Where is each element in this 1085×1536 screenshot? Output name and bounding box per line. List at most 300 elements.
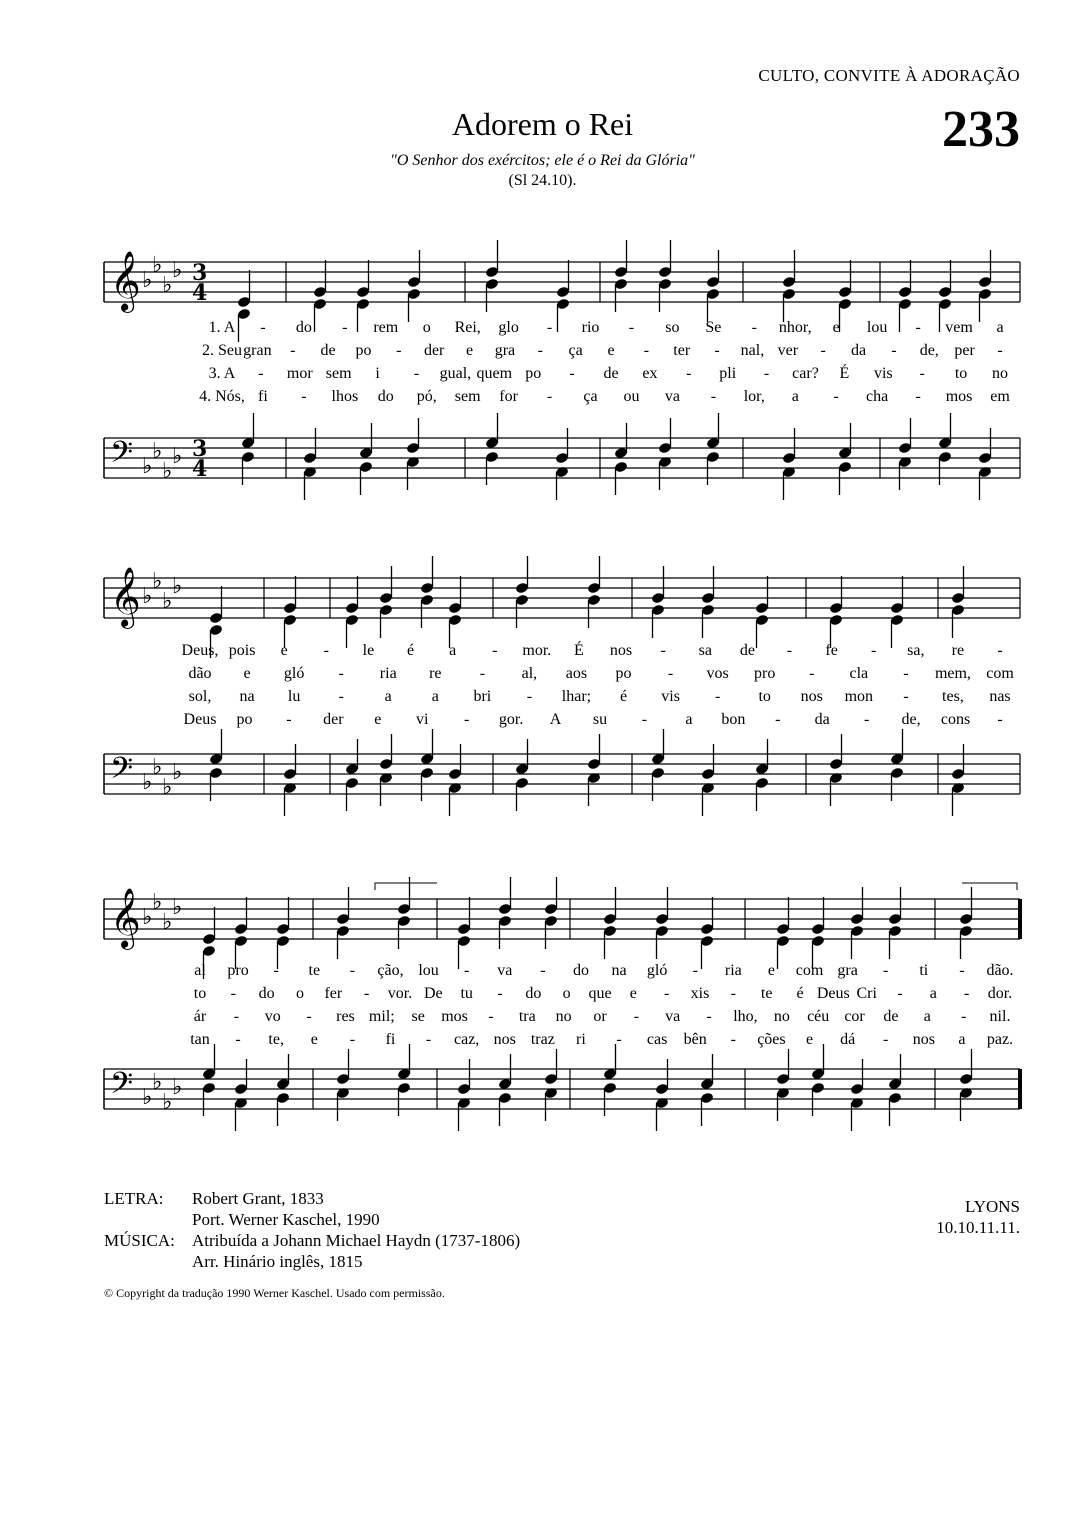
- lyric-syllable: lu: [287, 688, 301, 705]
- lyric-syllable: dão.: [986, 962, 1014, 979]
- lyric-syllable: ção,: [377, 962, 404, 979]
- lyric-syllable: tra: [518, 1008, 536, 1025]
- lyric-syllable: -: [286, 711, 292, 728]
- lyric-syllable: -: [537, 342, 543, 359]
- lyric-syllable: no: [992, 365, 1008, 382]
- treble-clef-icon: 𝄞: [110, 888, 141, 948]
- time-signature-top: 3: [192, 436, 208, 462]
- lyric-syllable: vis: [873, 365, 893, 382]
- lyric-syllable: for: [499, 388, 518, 405]
- lyric-syllable: a: [958, 1031, 966, 1048]
- lyric-syllable: pli: [719, 365, 737, 382]
- lyric-syllable: nhor,: [778, 319, 812, 336]
- lyric-syllable: -: [569, 365, 575, 382]
- lyric-syllable: e: [374, 711, 382, 728]
- lyric-syllable: se: [411, 1008, 425, 1025]
- lyric-syllable: po: [236, 711, 253, 728]
- flat-icon: ♭: [172, 574, 183, 599]
- lyric-syllable: e: [832, 319, 840, 336]
- lyric-syllable: fi: [258, 388, 268, 405]
- lyric-syllable: -: [706, 1008, 712, 1025]
- flat-icon: ♭: [142, 268, 153, 293]
- flat-icon: ♭: [142, 454, 153, 479]
- lyric-syllable: e: [805, 1031, 814, 1048]
- lyric-syllable: -: [643, 342, 650, 359]
- lyric-syllable: -: [526, 688, 533, 705]
- lyric-syllable: vem: [945, 319, 973, 336]
- lyric-syllable: bên: [683, 1031, 707, 1048]
- lyric-syllable: é: [406, 642, 415, 659]
- lyric-syllable: -: [230, 985, 236, 1002]
- lyric-syllable: tu: [460, 985, 473, 1002]
- lyric-syllable: o: [422, 319, 431, 336]
- lyric-syllable: Se: [705, 319, 722, 336]
- lyric-syllable: re: [429, 665, 442, 682]
- epigraph: "O Senhor dos exércitos; ele é o Rei da Glória": [390, 152, 695, 169]
- lyric-syllable: nos: [493, 1031, 516, 1048]
- lyric-syllable: Deus: [183, 711, 217, 728]
- lyric-syllable: -: [425, 1031, 432, 1048]
- lyric-syllable: A: [549, 711, 562, 728]
- lyric-syllable: de: [603, 365, 619, 382]
- flat-icon: ♭: [152, 439, 163, 464]
- lyric-syllable: so: [665, 319, 680, 336]
- lyric-syllable: -: [903, 665, 909, 682]
- flat-icon: ♭: [172, 1075, 183, 1100]
- lyric-syllable: sa: [698, 642, 712, 659]
- lyric-syllable: De: [424, 985, 443, 1002]
- lyric-syllable: Rei,: [454, 319, 481, 336]
- lyric-syllable: -: [396, 342, 402, 359]
- lyric-syllable: da: [850, 342, 867, 359]
- lyric-syllable: mon: [844, 688, 874, 705]
- lyric-syllable: bri: [473, 688, 492, 705]
- flat-icon: ♭: [152, 569, 163, 594]
- credits-block: [104, 1188, 520, 1272]
- lyric-syllable: -: [323, 642, 329, 659]
- lyric-syllable: Deus,: [181, 642, 219, 659]
- lyric-syllable: -: [628, 319, 635, 336]
- lyric-syllable: gra: [837, 962, 858, 979]
- lyric-syllable: lhar;: [561, 688, 592, 705]
- lyric-syllable: -: [820, 342, 826, 359]
- lyric-syllable: bon: [721, 711, 746, 728]
- lyric-syllable: gló: [283, 665, 305, 682]
- lyric-syllable: fer: [324, 985, 343, 1002]
- lyric-syllable: per: [954, 342, 975, 359]
- lyric-syllable: -: [809, 665, 815, 682]
- flat-icon: ♭: [162, 775, 173, 800]
- lyric-syllable: -: [235, 1031, 241, 1048]
- lyric-syllable: sol,: [188, 688, 212, 705]
- lyric-syllable: or: [593, 1008, 607, 1025]
- lyric-syllable: cla: [849, 665, 869, 682]
- lyric-syllable: e: [629, 985, 637, 1002]
- lyric-syllable: do: [258, 985, 275, 1002]
- lyric-syllable: mil;: [368, 1008, 395, 1025]
- lyric-syllable: -: [349, 962, 356, 979]
- lyric-syllable: -: [775, 711, 781, 728]
- flat-icon: ♭: [152, 1070, 163, 1095]
- lyric-syllable: al: [194, 962, 206, 979]
- lyric-syllable: ter: [673, 342, 691, 359]
- lyric-syllable: fe: [825, 642, 838, 659]
- flat-icon: ♭: [152, 253, 163, 278]
- lyric-syllable: do: [572, 962, 589, 979]
- lyric-syllable: a: [685, 711, 693, 728]
- lyric-syllable: dá: [840, 1031, 856, 1048]
- lyric-syllable: que: [588, 985, 612, 1002]
- lyric-syllable: ria: [379, 665, 397, 682]
- hymn-title: Adorem o Rei: [451, 106, 634, 142]
- lyric-syllable: glo: [498, 319, 519, 336]
- lyric-syllable: -: [258, 365, 264, 382]
- lyric-syllable: tan: [190, 1031, 210, 1048]
- lyric-syllable: na: [611, 962, 627, 979]
- lyric-syllable: -: [413, 365, 420, 382]
- lyric-syllable: vis: [661, 688, 680, 705]
- lyric-syllable: te: [308, 962, 321, 979]
- lyric-syllable: o: [296, 985, 304, 1002]
- lyric-syllable: -: [864, 711, 870, 728]
- lyric-syllable: 4. Nós,: [199, 388, 245, 405]
- lyric-syllable: e: [767, 962, 775, 979]
- lyric-syllable: ár: [193, 1008, 207, 1025]
- lyric-syllable: de,: [919, 342, 939, 359]
- epigraph-reference: (Sl 24.10).: [508, 172, 577, 189]
- lyric-syllable: -: [903, 688, 909, 705]
- lyric-syllable: res: [336, 1008, 355, 1025]
- lyric-syllable: to: [954, 365, 968, 382]
- lyric-syllable: a: [449, 642, 457, 659]
- lyric-syllable: aos: [565, 665, 588, 682]
- lyric-syllable: -: [763, 365, 770, 382]
- flat-icon: ♭: [172, 258, 183, 283]
- lyric-syllable: e: [465, 342, 474, 359]
- time-signature-bottom: 4: [192, 280, 208, 306]
- treble-clef-icon: 𝄞: [110, 567, 141, 627]
- lyric-syllable: rem: [373, 319, 399, 336]
- lyric-syllable: a: [431, 688, 439, 705]
- flat-icon: ♭: [152, 755, 163, 780]
- lyric-syllable: gor.: [498, 711, 524, 728]
- lyric-syllable: car?: [792, 365, 819, 382]
- time-signature-top: 3: [192, 260, 208, 286]
- lyric-syllable: É: [574, 642, 584, 659]
- lyric-syllable: -: [730, 985, 736, 1002]
- lyric-syllable: a: [929, 985, 937, 1002]
- lyric-syllable: a: [996, 319, 1004, 336]
- lyric-syllable: po: [355, 342, 372, 359]
- lyric-syllable: vi: [415, 711, 429, 728]
- lyric-syllable: vos: [706, 665, 729, 682]
- lyric-syllable: i: [375, 365, 380, 382]
- lyric-syllable: pro: [754, 665, 776, 682]
- lyric-syllable: -: [664, 985, 670, 1002]
- lyric-syllable: re: [951, 642, 965, 659]
- lyric-syllable: -: [301, 388, 307, 405]
- treble-clef-icon: 𝄞: [110, 251, 141, 311]
- letra-label: LETRA:: [104, 1189, 164, 1208]
- lyric-syllable: Deus: [816, 985, 850, 1002]
- lyric-syllable: ça: [583, 388, 598, 405]
- lyric-syllable: te,: [268, 1031, 284, 1048]
- lyric-syllable: -: [891, 342, 897, 359]
- lyric-syllable: -: [497, 985, 503, 1002]
- lyric-syllable: quem: [476, 365, 513, 382]
- lyric-syllable: -: [233, 1008, 240, 1025]
- lyric-syllable: -: [364, 985, 370, 1002]
- lyric-syllable: fi: [385, 1031, 396, 1048]
- lyric-syllable: ex: [642, 365, 658, 382]
- lyric-syllable: al,: [521, 665, 538, 682]
- verse-bracket: [375, 883, 437, 890]
- lyric-syllable: céu: [807, 1008, 830, 1025]
- flat-icon: ♭: [162, 1090, 173, 1115]
- lyric-syllable: -: [479, 665, 486, 682]
- lyric-syllable: de,: [901, 711, 921, 728]
- lyric-syllable: cas: [646, 1031, 668, 1048]
- lyric-syllable: gló: [646, 962, 668, 979]
- lyric-syllable: -: [751, 319, 757, 336]
- lyric-syllable: -: [686, 365, 692, 382]
- lyric-syllable: po: [615, 665, 632, 682]
- lyric-syllable: ções: [757, 1031, 786, 1048]
- tune-name: LYONS: [965, 1197, 1020, 1216]
- lyric-syllable: lhos: [331, 388, 359, 405]
- hymn-category: CULTO, CONVITE À ADORAÇÃO: [758, 66, 1020, 85]
- lyric-syllable: der: [323, 711, 344, 728]
- lyric-syllable: -: [897, 985, 903, 1002]
- lyric-syllable: -: [633, 1008, 640, 1025]
- lyric-syllable: sem: [325, 365, 352, 382]
- lyric-syllable: -: [338, 688, 344, 705]
- lyric-syllable: -: [997, 342, 1003, 359]
- lyric-syllable: lou: [418, 962, 439, 979]
- lyric-syllable: vor.: [387, 985, 413, 1002]
- musica-arranger: Arr. Hinário inglês, 1815: [192, 1252, 363, 1271]
- lyric-syllable: -: [833, 388, 839, 405]
- lyric-syllable: nas: [989, 688, 1011, 705]
- lyric-syllable: do: [295, 319, 312, 336]
- time-signature-bottom: 4: [192, 456, 208, 482]
- lyric-syllable: -: [464, 962, 470, 979]
- lyric-syllable: mor: [286, 365, 313, 382]
- lyric-syllable: pro: [227, 962, 249, 979]
- lyric-syllable: vo: [264, 1008, 281, 1025]
- lyric-syllable: nal,: [740, 342, 765, 359]
- lyric-syllable: paz.: [986, 1031, 1014, 1048]
- lyric-syllable: -: [260, 319, 266, 336]
- lyric-syllable: mos: [945, 388, 973, 405]
- lyric-syllable: xis: [690, 985, 710, 1002]
- lyric-syllable: lou: [866, 319, 888, 336]
- flat-icon: ♭: [172, 895, 183, 920]
- musica-author: Atribuída a Johann Michael Haydn (1737-1806): [192, 1231, 521, 1250]
- flat-icon: ♭: [162, 910, 173, 935]
- lyric-syllable: gran: [243, 342, 272, 359]
- lyric-syllable: na: [239, 688, 255, 705]
- lyric-syllable: -: [546, 388, 553, 405]
- lyric-syllable: gra: [494, 342, 516, 359]
- flat-icon: ♭: [172, 444, 183, 469]
- lyric-syllable: nil.: [989, 1008, 1011, 1025]
- lyric-syllable: ria: [724, 962, 742, 979]
- lyric-syllable: -: [883, 962, 889, 979]
- lyric-syllable: e: [280, 642, 288, 659]
- lyric-syllable: lor,: [743, 388, 765, 405]
- lyric-syllable: de: [883, 1008, 899, 1025]
- lyric-syllable: traz: [530, 1031, 555, 1048]
- musica-label: MÚSICA:: [104, 1231, 175, 1250]
- flat-icon: ♭: [142, 905, 153, 930]
- lyric-syllable: ça: [568, 342, 583, 359]
- flat-icon: ♭: [152, 890, 163, 915]
- lyric-syllable: -: [306, 1008, 312, 1025]
- lyric-syllable: -: [959, 962, 965, 979]
- lyric-syllable: é: [796, 985, 804, 1002]
- lyric-syllable: -: [714, 688, 721, 705]
- lyric-syllable: der: [423, 342, 445, 359]
- lyric-syllable: ri: [576, 1031, 586, 1048]
- meter: 10.10.11.11.: [936, 1218, 1020, 1237]
- lyric-syllable: caz,: [454, 1031, 480, 1048]
- lyric-syllable: -: [290, 342, 296, 359]
- lyric-syllable: -: [730, 1031, 736, 1048]
- lyric-syllable: É: [839, 365, 850, 382]
- lyric-syllable: com: [986, 665, 1014, 682]
- lyric-syllable: -: [915, 388, 921, 405]
- lyric-syllable: ver: [777, 342, 799, 359]
- lyric-syllable: cha: [866, 388, 889, 405]
- lyric-syllable: em: [990, 388, 1010, 405]
- lyric-syllable: sa,: [907, 642, 925, 659]
- lyric-syllable: com: [795, 962, 824, 979]
- lyric-syllable: e: [607, 342, 615, 359]
- lyric-syllable: no: [773, 1008, 790, 1025]
- lyric-syllable: 3. A: [208, 365, 236, 382]
- flat-icon: ♭: [162, 589, 173, 614]
- lyric-syllable: te: [760, 985, 773, 1002]
- lyric-syllable: Cri: [856, 985, 877, 1002]
- lyric-syllable: -: [710, 388, 717, 405]
- lyric-syllable: -: [871, 642, 877, 659]
- lyric-syllable: -: [915, 319, 921, 336]
- lyric-syllable: pó,: [416, 388, 437, 405]
- lyric-syllable: -: [919, 365, 925, 382]
- lyric-syllable: pois: [228, 642, 256, 659]
- lyric-syllable: mem,: [934, 665, 971, 682]
- lyric-syllable: -: [786, 642, 793, 659]
- lyric-syllable: -: [546, 319, 553, 336]
- lyric-syllable: -: [997, 642, 1003, 659]
- lyric-syllable: de: [739, 642, 755, 659]
- flat-icon: ♭: [172, 760, 183, 785]
- lyric-syllable: va: [664, 388, 680, 405]
- lyric-syllable: -: [692, 962, 698, 979]
- lyric-syllable: -: [667, 665, 674, 682]
- lyric-syllable: da: [814, 711, 830, 728]
- lyric-syllable: -: [488, 1008, 494, 1025]
- lyric-syllable: va: [497, 962, 513, 979]
- hymn-number: 233: [942, 101, 1020, 158]
- copyright-notice: © Copyright da tradução 1990 Werner Kaschel. Usado com permissão.: [104, 1286, 445, 1300]
- verse-bracket: [962, 883, 1017, 890]
- lyric-syllable: -: [338, 665, 344, 682]
- lyric-syllable: 1. A: [208, 319, 236, 336]
- lyric-syllable: -: [342, 319, 348, 336]
- lyric-syllable: cons: [940, 711, 971, 728]
- lyric-syllable: dor.: [987, 985, 1013, 1002]
- lyric-syllable: -: [964, 985, 970, 1002]
- lyric-syllable: nos: [912, 1031, 935, 1048]
- bass-clef-icon: 𝄢: [110, 752, 134, 793]
- lyric-syllable: su: [592, 711, 608, 728]
- lyric-syllable: e: [310, 1031, 318, 1048]
- lyric-syllable: é: [619, 688, 628, 705]
- lyric-syllable: -: [883, 1031, 889, 1048]
- lyric-syllable: ou: [623, 388, 640, 405]
- lyric-syllable: no: [555, 1008, 572, 1025]
- lyric-syllable: -: [492, 642, 498, 659]
- lyric-syllable: to: [758, 688, 771, 705]
- lyric-syllable: lho,: [733, 1008, 758, 1025]
- lyric-syllable: -: [997, 711, 1003, 728]
- lyric-syllable: sem: [454, 388, 481, 405]
- lyric-syllable: -: [960, 1008, 967, 1025]
- lyric-syllable: -: [714, 342, 720, 359]
- bass-clef-icon: 𝄢: [110, 1067, 134, 1108]
- lyric-syllable: mos: [441, 1008, 468, 1025]
- flat-icon: ♭: [142, 770, 153, 795]
- lyric-syllable: mor.: [522, 642, 552, 659]
- lyric-syllable: do: [377, 388, 394, 405]
- lyric-syllable: nos: [800, 688, 823, 705]
- lyric-syllable: a: [791, 388, 799, 405]
- lyric-syllable: nos: [609, 642, 633, 659]
- lyric-syllable: -: [616, 1031, 622, 1048]
- lyric-syllable: a: [384, 688, 392, 705]
- bass-clef-icon: 𝄢: [110, 436, 134, 477]
- lyric-syllable: le: [362, 642, 375, 659]
- lyric-syllable: de: [320, 342, 336, 359]
- lyric-syllable: to: [193, 985, 207, 1002]
- lyric-syllable: -: [660, 642, 666, 659]
- flat-icon: ♭: [142, 1085, 153, 1110]
- lyric-syllable: o: [562, 985, 571, 1002]
- lyric-syllable: -: [540, 962, 546, 979]
- lyric-syllable: gual,: [439, 365, 472, 382]
- lyric-syllable: -: [273, 962, 279, 979]
- lyric-syllable: do: [525, 985, 542, 1002]
- flat-icon: ♭: [142, 584, 153, 609]
- lyric-syllable: ti: [919, 962, 929, 979]
- lyric-syllable: 2. Seu: [202, 342, 242, 359]
- lyric-syllable: va: [665, 1008, 681, 1025]
- lyric-syllable: a: [923, 1008, 931, 1025]
- lyric-syllable: -: [349, 1031, 356, 1048]
- lyric-syllable: -: [641, 711, 648, 728]
- lyric-syllable: cor: [844, 1008, 865, 1025]
- letra-author: Robert Grant, 1833: [192, 1189, 324, 1208]
- flat-icon: ♭: [162, 459, 173, 484]
- lyric-syllable: rio: [581, 319, 600, 336]
- lyric-syllable: -: [464, 711, 470, 728]
- letra-translator: Port. Werner Kaschel, 1990: [192, 1210, 380, 1229]
- lyric-syllable: tes,: [942, 688, 964, 705]
- flat-icon: ♭: [162, 273, 173, 298]
- lyric-syllable: po: [525, 365, 542, 382]
